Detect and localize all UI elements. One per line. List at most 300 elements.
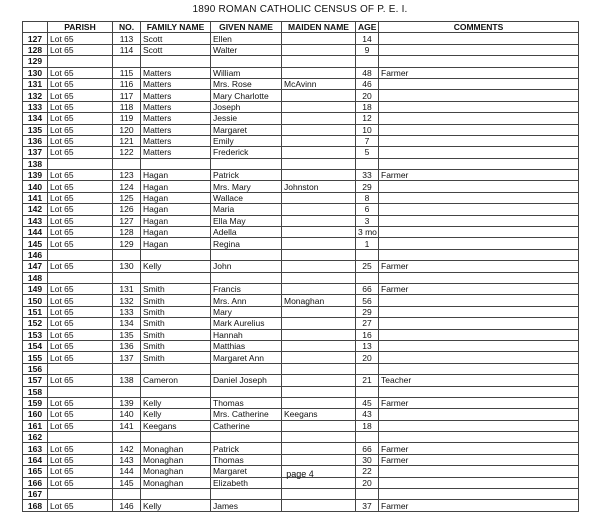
- cell-comments: [379, 295, 579, 306]
- cell-family-name: Monaghan: [141, 477, 211, 488]
- cell-maiden-name: [282, 113, 356, 124]
- cell-row-number: 159: [23, 397, 48, 408]
- cell-entry-number: [113, 158, 141, 169]
- cell-family-name: Smith: [141, 318, 211, 329]
- cell-parish: Lot 65: [48, 409, 113, 420]
- table-row: [23, 329, 579, 340]
- cell-given-name: Joseph: [211, 101, 282, 112]
- cell-age: 66: [356, 443, 379, 454]
- cell-parish: Lot 65: [48, 397, 113, 408]
- cell-row-number: 145: [23, 238, 48, 249]
- cell-family-name: Smith: [141, 283, 211, 294]
- cell-family-name: Cameron: [141, 375, 211, 386]
- cell-entry-number: 141: [113, 420, 141, 431]
- cell-family-name: Smith: [141, 295, 211, 306]
- cell-age: 20: [356, 90, 379, 101]
- cell-given-name: [211, 272, 282, 283]
- cell-parish: Lot 65: [48, 215, 113, 226]
- cell-parish: Lot 65: [48, 352, 113, 363]
- cell-given-name: Walter: [211, 44, 282, 55]
- cell-comments: [379, 215, 579, 226]
- cell-parish: Lot 65: [48, 238, 113, 249]
- cell-entry-number: [113, 386, 141, 397]
- cell-comments: [379, 306, 579, 317]
- cell-parish: Lot 65: [48, 192, 113, 203]
- table-row: [23, 101, 579, 112]
- cell-row-number: 154: [23, 340, 48, 351]
- cell-maiden-name: [282, 397, 356, 408]
- cell-row-number: 168: [23, 500, 48, 511]
- cell-entry-number: 138: [113, 375, 141, 386]
- cell-given-name: Margaret: [211, 466, 282, 477]
- cell-row-number: 129: [23, 56, 48, 67]
- table-row: [23, 238, 579, 249]
- cell-age: 22: [356, 466, 379, 477]
- table-row: [23, 352, 579, 363]
- cell-entry-number: 128: [113, 227, 141, 238]
- cell-row-number: 138: [23, 158, 48, 169]
- cell-parish: Lot 65: [48, 295, 113, 306]
- cell-entry-number: 136: [113, 340, 141, 351]
- cell-age: 21: [356, 375, 379, 386]
- cell-parish: Lot 65: [48, 78, 113, 89]
- cell-row-number: 155: [23, 352, 48, 363]
- cell-given-name: [211, 386, 282, 397]
- table-row: [23, 113, 579, 124]
- cell-row-number: 131: [23, 78, 48, 89]
- table-row: [23, 409, 579, 420]
- cell-parish: Lot 65: [48, 181, 113, 192]
- table-row: [23, 443, 579, 454]
- cell-parish: [48, 272, 113, 283]
- table-row: [23, 124, 579, 135]
- cell-given-name: [211, 158, 282, 169]
- cell-parish: Lot 65: [48, 33, 113, 44]
- cell-parish: Lot 65: [48, 318, 113, 329]
- cell-age: 29: [356, 306, 379, 317]
- cell-age: 3: [356, 215, 379, 226]
- cell-entry-number: 120: [113, 124, 141, 135]
- cell-maiden-name: [282, 261, 356, 272]
- cell-row-number: 164: [23, 454, 48, 465]
- cell-age: 56: [356, 295, 379, 306]
- table-row: [23, 56, 579, 67]
- cell-maiden-name: [282, 454, 356, 465]
- table-row: [23, 227, 579, 238]
- cell-given-name: Jessie: [211, 113, 282, 124]
- cell-row-number: 141: [23, 192, 48, 203]
- cell-comments: [379, 204, 579, 215]
- cell-row-number: 163: [23, 443, 48, 454]
- table-row: [23, 170, 579, 181]
- table-row: [23, 454, 579, 465]
- cell-age: 43: [356, 409, 379, 420]
- cell-given-name: Margaret Ann: [211, 352, 282, 363]
- cell-comments: [379, 489, 579, 500]
- cell-maiden-name: [282, 432, 356, 443]
- header-no: NO.: [113, 22, 141, 33]
- page-number: page 4: [286, 469, 314, 479]
- cell-family-name: Hagan: [141, 238, 211, 249]
- cell-family-name: Smith: [141, 306, 211, 317]
- cell-age: 20: [356, 352, 379, 363]
- cell-age: [356, 249, 379, 260]
- cell-given-name: Mrs. Rose: [211, 78, 282, 89]
- table-row: [23, 432, 579, 443]
- cell-maiden-name: [282, 124, 356, 135]
- cell-given-name: Ellen: [211, 33, 282, 44]
- cell-age: 29: [356, 181, 379, 192]
- cell-comments: [379, 135, 579, 146]
- cell-age: [356, 56, 379, 67]
- cell-maiden-name: Monaghan: [282, 295, 356, 306]
- cell-comments: [379, 181, 579, 192]
- cell-maiden-name: Keegans: [282, 409, 356, 420]
- table-row: [23, 135, 579, 146]
- cell-family-name: Hagan: [141, 192, 211, 203]
- cell-parish: Lot 65: [48, 477, 113, 488]
- cell-entry-number: 118: [113, 101, 141, 112]
- cell-family-name: Hagan: [141, 227, 211, 238]
- table-row: [23, 33, 579, 44]
- cell-given-name: Frederick: [211, 147, 282, 158]
- cell-family-name: [141, 489, 211, 500]
- cell-family-name: Hagan: [141, 181, 211, 192]
- table-row: [23, 306, 579, 317]
- cell-parish: Lot 65: [48, 500, 113, 511]
- cell-row-number: 140: [23, 181, 48, 192]
- table-row: [23, 215, 579, 226]
- header-maiden-name: MAIDEN NAME: [282, 22, 356, 33]
- cell-maiden-name: [282, 147, 356, 158]
- cell-family-name: Scott: [141, 33, 211, 44]
- cell-row-number: 133: [23, 101, 48, 112]
- cell-maiden-name: [282, 375, 356, 386]
- cell-age: 45: [356, 397, 379, 408]
- cell-family-name: [141, 56, 211, 67]
- cell-entry-number: 139: [113, 397, 141, 408]
- cell-given-name: Maria: [211, 204, 282, 215]
- cell-age: [356, 489, 379, 500]
- cell-maiden-name: [282, 318, 356, 329]
- cell-age: 20: [356, 477, 379, 488]
- cell-row-number: 144: [23, 227, 48, 238]
- cell-entry-number: 131: [113, 283, 141, 294]
- header-rownum: [23, 22, 48, 33]
- cell-family-name: Kelly: [141, 261, 211, 272]
- cell-age: 30: [356, 454, 379, 465]
- cell-family-name: [141, 249, 211, 260]
- cell-maiden-name: [282, 238, 356, 249]
- cell-family-name: [141, 363, 211, 374]
- table-row: [23, 261, 579, 272]
- cell-entry-number: [113, 489, 141, 500]
- cell-age: [356, 272, 379, 283]
- cell-row-number: 149: [23, 283, 48, 294]
- cell-entry-number: 132: [113, 295, 141, 306]
- cell-parish: Lot 65: [48, 44, 113, 55]
- cell-given-name: Hannah: [211, 329, 282, 340]
- cell-comments: Teacher: [379, 375, 579, 386]
- cell-row-number: 139: [23, 170, 48, 181]
- cell-given-name: Emily: [211, 135, 282, 146]
- cell-entry-number: 143: [113, 454, 141, 465]
- cell-maiden-name: [282, 44, 356, 55]
- cell-comments: [379, 363, 579, 374]
- cell-row-number: 137: [23, 147, 48, 158]
- cell-family-name: Hagan: [141, 170, 211, 181]
- cell-maiden-name: [282, 340, 356, 351]
- cell-maiden-name: [282, 56, 356, 67]
- cell-age: [356, 158, 379, 169]
- header-parish: PARISH: [48, 22, 113, 33]
- cell-entry-number: 126: [113, 204, 141, 215]
- cell-row-number: 162: [23, 432, 48, 443]
- cell-parish: Lot 65: [48, 306, 113, 317]
- cell-comments: [379, 33, 579, 44]
- cell-row-number: 128: [23, 44, 48, 55]
- header-given-name: GIVEN NAME: [211, 22, 282, 33]
- table-row: [23, 295, 579, 306]
- cell-given-name: Elizabeth: [211, 477, 282, 488]
- cell-parish: Lot 65: [48, 67, 113, 78]
- cell-maiden-name: [282, 363, 356, 374]
- cell-comments: Farmer: [379, 454, 579, 465]
- cell-entry-number: 144: [113, 466, 141, 477]
- cell-parish: Lot 65: [48, 375, 113, 386]
- cell-age: 14: [356, 33, 379, 44]
- table-row: [23, 283, 579, 294]
- cell-comments: [379, 56, 579, 67]
- cell-age: [356, 386, 379, 397]
- cell-row-number: 146: [23, 249, 48, 260]
- cell-comments: [379, 147, 579, 158]
- cell-entry-number: [113, 363, 141, 374]
- cell-parish: [48, 249, 113, 260]
- cell-parish: Lot 65: [48, 135, 113, 146]
- cell-family-name: Hagan: [141, 204, 211, 215]
- table-row: [23, 340, 579, 351]
- cell-row-number: 127: [23, 33, 48, 44]
- cell-age: 9: [356, 44, 379, 55]
- cell-parish: [48, 489, 113, 500]
- cell-row-number: 158: [23, 386, 48, 397]
- cell-comments: [379, 44, 579, 55]
- cell-given-name: James: [211, 500, 282, 511]
- cell-comments: [379, 227, 579, 238]
- cell-family-name: Matters: [141, 101, 211, 112]
- cell-comments: [379, 249, 579, 260]
- cell-parish: Lot 65: [48, 113, 113, 124]
- table-row: [23, 192, 579, 203]
- cell-row-number: 165: [23, 466, 48, 477]
- cell-comments: [379, 78, 579, 89]
- cell-entry-number: 130: [113, 261, 141, 272]
- table-row: [23, 420, 579, 431]
- cell-maiden-name: [282, 386, 356, 397]
- cell-entry-number: 129: [113, 238, 141, 249]
- cell-family-name: Smith: [141, 352, 211, 363]
- cell-row-number: 166: [23, 477, 48, 488]
- cell-maiden-name: [282, 489, 356, 500]
- cell-given-name: Patrick: [211, 170, 282, 181]
- cell-parish: Lot 65: [48, 170, 113, 181]
- cell-parish: Lot 65: [48, 283, 113, 294]
- cell-given-name: Margaret: [211, 124, 282, 135]
- cell-maiden-name: [282, 158, 356, 169]
- cell-family-name: Hagan: [141, 215, 211, 226]
- cell-entry-number: 123: [113, 170, 141, 181]
- cell-age: 12: [356, 113, 379, 124]
- cell-age: 18: [356, 420, 379, 431]
- cell-entry-number: 133: [113, 306, 141, 317]
- cell-comments: Farmer: [379, 261, 579, 272]
- cell-age: 10: [356, 124, 379, 135]
- cell-given-name: Thomas: [211, 397, 282, 408]
- cell-given-name: Thomas: [211, 454, 282, 465]
- cell-family-name: [141, 272, 211, 283]
- cell-entry-number: 145: [113, 477, 141, 488]
- cell-entry-number: 125: [113, 192, 141, 203]
- cell-row-number: 157: [23, 375, 48, 386]
- cell-given-name: Matthias: [211, 340, 282, 351]
- cell-given-name: Patrick: [211, 443, 282, 454]
- cell-family-name: Monaghan: [141, 443, 211, 454]
- cell-comments: [379, 318, 579, 329]
- cell-given-name: Catherine: [211, 420, 282, 431]
- cell-maiden-name: [282, 204, 356, 215]
- cell-given-name: [211, 489, 282, 500]
- cell-maiden-name: [282, 33, 356, 44]
- header-comments: COMMENTS: [379, 22, 579, 33]
- document-title: 1890 ROMAN CATHOLIC CENSUS OF P. E. I.: [192, 4, 408, 15]
- cell-given-name: Mark Aurelius: [211, 318, 282, 329]
- cell-row-number: 153: [23, 329, 48, 340]
- cell-family-name: Smith: [141, 329, 211, 340]
- cell-comments: Farmer: [379, 443, 579, 454]
- cell-parish: Lot 65: [48, 443, 113, 454]
- cell-parish: Lot 65: [48, 340, 113, 351]
- cell-comments: [379, 238, 579, 249]
- cell-entry-number: 135: [113, 329, 141, 340]
- cell-row-number: 150: [23, 295, 48, 306]
- cell-age: 18: [356, 101, 379, 112]
- cell-row-number: 151: [23, 306, 48, 317]
- table-row: [23, 249, 579, 260]
- cell-age: 8: [356, 192, 379, 203]
- cell-maiden-name: [282, 272, 356, 283]
- cell-entry-number: 122: [113, 147, 141, 158]
- cell-given-name: Regina: [211, 238, 282, 249]
- cell-maiden-name: [282, 67, 356, 78]
- cell-given-name: Mrs. Catherine: [211, 409, 282, 420]
- cell-comments: [379, 101, 579, 112]
- cell-entry-number: 119: [113, 113, 141, 124]
- cell-given-name: Wallace: [211, 192, 282, 203]
- cell-entry-number: 117: [113, 90, 141, 101]
- cell-age: [356, 363, 379, 374]
- cell-parish: Lot 65: [48, 227, 113, 238]
- cell-maiden-name: [282, 101, 356, 112]
- cell-entry-number: [113, 56, 141, 67]
- cell-given-name: [211, 56, 282, 67]
- cell-entry-number: 140: [113, 409, 141, 420]
- cell-maiden-name: [282, 192, 356, 203]
- cell-family-name: Scott: [141, 44, 211, 55]
- cell-maiden-name: McAvinn: [282, 78, 356, 89]
- cell-age: 46: [356, 78, 379, 89]
- cell-comments: [379, 113, 579, 124]
- cell-given-name: William: [211, 67, 282, 78]
- table-row: [23, 78, 579, 89]
- cell-age: 25: [356, 261, 379, 272]
- cell-given-name: [211, 363, 282, 374]
- cell-maiden-name: [282, 420, 356, 431]
- table-row: [23, 500, 579, 511]
- cell-maiden-name: [282, 215, 356, 226]
- cell-comments: [379, 340, 579, 351]
- header-row: [23, 22, 579, 33]
- cell-comments: [379, 192, 579, 203]
- cell-comments: [379, 90, 579, 101]
- cell-comments: Farmer: [379, 67, 579, 78]
- cell-comments: Farmer: [379, 170, 579, 181]
- cell-parish: Lot 65: [48, 466, 113, 477]
- header-age: AGE: [356, 22, 379, 33]
- cell-comments: [379, 386, 579, 397]
- cell-parish: [48, 158, 113, 169]
- cell-given-name: Ella May: [211, 215, 282, 226]
- cell-age: 3 mo: [356, 227, 379, 238]
- table-row: [23, 44, 579, 55]
- cell-entry-number: 146: [113, 500, 141, 511]
- header-family-name: FAMILY NAME: [141, 22, 211, 33]
- table-row: [23, 158, 579, 169]
- cell-row-number: 147: [23, 261, 48, 272]
- table-row: [23, 375, 579, 386]
- cell-comments: [379, 329, 579, 340]
- cell-parish: Lot 65: [48, 101, 113, 112]
- cell-comments: Farmer: [379, 500, 579, 511]
- table-row: [23, 90, 579, 101]
- cell-comments: [379, 158, 579, 169]
- cell-row-number: 167: [23, 489, 48, 500]
- cell-age: 37: [356, 500, 379, 511]
- cell-age: 5: [356, 147, 379, 158]
- cell-parish: Lot 65: [48, 329, 113, 340]
- cell-parish: Lot 65: [48, 124, 113, 135]
- cell-comments: [379, 432, 579, 443]
- cell-row-number: 148: [23, 272, 48, 283]
- cell-given-name: [211, 432, 282, 443]
- cell-given-name: Mary: [211, 306, 282, 317]
- cell-given-name: Mrs. Mary: [211, 181, 282, 192]
- cell-age: 13: [356, 340, 379, 351]
- cell-row-number: 161: [23, 420, 48, 431]
- cell-entry-number: 124: [113, 181, 141, 192]
- cell-maiden-name: [282, 443, 356, 454]
- cell-row-number: 142: [23, 204, 48, 215]
- cell-maiden-name: [282, 135, 356, 146]
- cell-family-name: Kelly: [141, 409, 211, 420]
- cell-family-name: Matters: [141, 135, 211, 146]
- cell-entry-number: 121: [113, 135, 141, 146]
- cell-maiden-name: [282, 283, 356, 294]
- cell-row-number: 156: [23, 363, 48, 374]
- cell-maiden-name: [282, 249, 356, 260]
- cell-entry-number: [113, 249, 141, 260]
- cell-maiden-name: [282, 170, 356, 181]
